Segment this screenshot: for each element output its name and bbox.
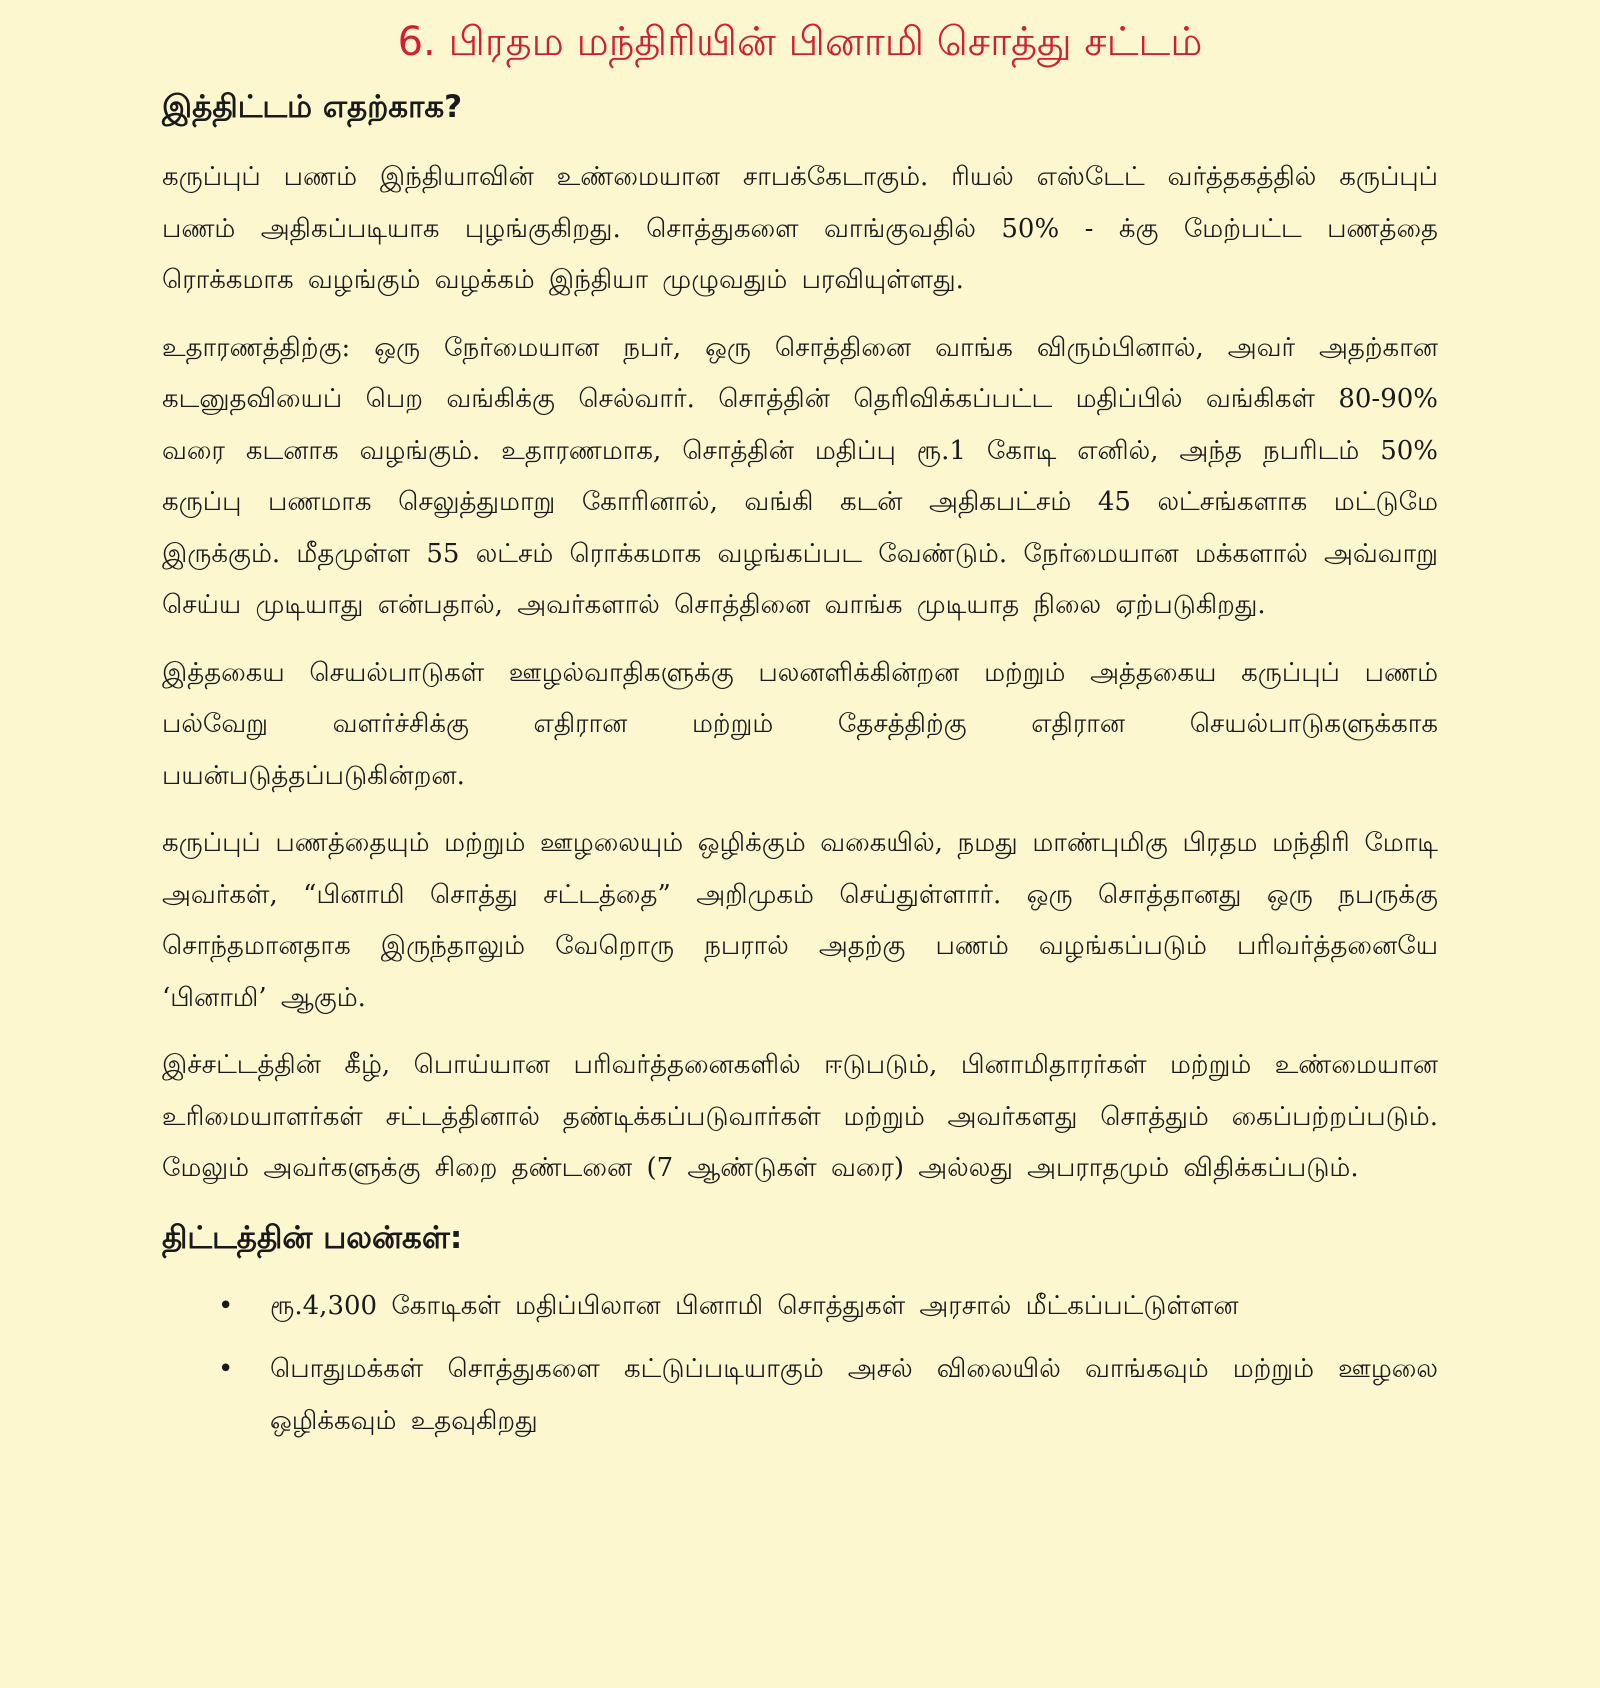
page-title: 6. பிரதம மந்திரியின் பினாமி சொத்து சட்டம் [397, 19, 1203, 65]
section-heading-benefits: திட்டத்தின் பலன்கள்: [162, 1219, 463, 1256]
paragraph-penalties: இச்சட்டத்தின் கீழ், பொய்யான பரிவர்த்தனைகளில் ஈடுபடும், பினாமிதாரர்கள் மற்றும் உண்மையான உரிமையாளர்கள் சட்டத்தினால் தண்டிக்கப்படுவார்கள் மற்றும் அவர்களது சொத்தும் கைப்பற்றப்படும். மேலும் அவர்களுக்கு சிறை தண்டனை (7 ஆண்டுகள் வரை) அல்லது அபராதமும் விதிக்கப்படும். [162, 1050, 1438, 1183]
benefits-list [162, 1281, 1438, 1448]
section-heading-purpose: இத்திட்டம் எதற்காக? [162, 89, 463, 125]
paragraph-corruption: இத்தகைய செயல்பாடுகள் ஊழல்வாதிகளுக்கு பலனளிக்கின்றன மற்றும் அத்தகைய கருப்புப் பணம் பல்வேறு வளர்ச்சிக்கு எதிரான மற்றும் தேசத்திற்கு எதிரான செயல்பாடுகளுக்காக பயன்படுத்தப்படுகின்றன. [162, 657, 1438, 791]
paragraph-benami-act-intro: கருப்புப் பணத்தையும் மற்றும் ஊழலையும் ஒழிக்கும் வகையில், நமது மாண்புமிகு பிரதம மந்திரி மோடி அவர்கள், “பினாமி சொத்து சட்டத்தை” அறிமுகம் செய்துள்ளார். ஒரு சொத்தானது ஒரு நபருக்கு சொந்தமானதாக இருந்தாலும் வேறொரு நபரால் அதற்கு பணம் வழங்கப்படும் பரிவர்த்தனையே ‘பினாமி’ ஆகும். [162, 828, 1438, 1013]
paragraph-black-money: கருப்புப் பணம் இந்தியாவின் உண்மையான சாபக்கேடாகும். ரியல் எஸ்டேட் வர்த்தகத்தில் கருப்புப் பணம் அதிகப்படியாக புழங்குகிறது. சொத்துகளை வாங்குவதில் 50% - க்கு மேற்பட்ட பணத்தை ரொக்கமாக வழங்கும் வழக்கம் இந்தியா முழுவதும் பரவியுள்ளது. [162, 162, 1438, 295]
list-item [218, 1281, 1438, 1333]
benefit-text: பொதுமக்கள் சொத்துகளை கட்டுப்படியாகும் அசல் விலையில் வாங்கவும் மற்றும் ஊழலை ஒழிக்கவும் உதவுகிறது [270, 1354, 1438, 1436]
bullet-icon: • [218, 1290, 234, 1321]
bullet-icon: • [218, 1354, 234, 1384]
paragraph-example: உதாரணத்திற்கு: ஒரு நேர்மையான நபர், ஒரு சொத்தினை வாங்க விரும்பினால், அவர் அதற்கான கடனுதவியைப் பெற வங்கிக்கு செல்வார். சொத்தின் தெரிவிக்கப்பட்ட மதிப்பில் வங்கிகள் 80-90% வரை கடனாக வழங்கும். உதாரணமாக, சொத்தின் மதிப்பு ரூ.1 கோடி எனில், அந்த நபரிடம் 50% கருப்பு பணமாக செலுத்துமாறு கோரினால், வங்கி கடன் அதிகபட்சம் 45 லட்சங்களாக மட்டுமே இருக்கும். மீதமுள்ள 55 லட்சம் ரொக்கமாக வழங்கப்பட வேண்டும். நேர்மையான மக்களால் அவ்வாறு செய்ய முடியாது என்பதால், அவர்களால் சொத்தினை வாங்க முடியாத நிலை ஏற்படுகிறது. [162, 332, 1438, 620]
benefit-text: ரூ.4,300 கோடிகள் மதிப்பிலான பினாமி சொத்துகள் அரசால் மீட்கப்பட்டுள்ளன [270, 1290, 1239, 1321]
list-item [218, 1344, 1438, 1447]
